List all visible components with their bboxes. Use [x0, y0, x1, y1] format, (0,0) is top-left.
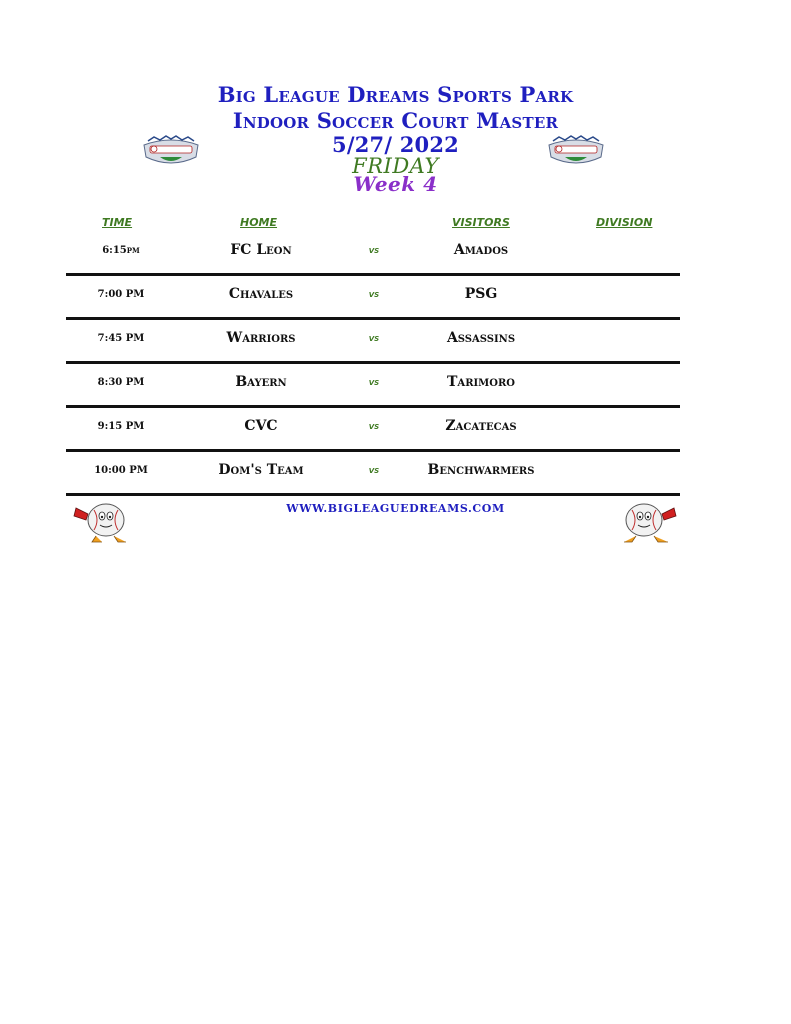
baseball-mascot-icon: [66, 498, 138, 544]
column-header-home: HOME: [240, 216, 278, 229]
game-time: 10:00 PM: [94, 465, 148, 476]
visiting-team: Amados: [453, 242, 509, 258]
game-time: 9:15 PM: [97, 421, 145, 432]
table-row: [66, 452, 680, 496]
versus-label: vs: [368, 465, 380, 476]
home-team: Bayern: [235, 374, 287, 390]
stadium-logo-icon: [140, 133, 202, 169]
schedule-date: 5/27/ 2022: [332, 132, 459, 157]
website-link[interactable]: WWW.BIGLEAGUEDREAMS.COM: [286, 502, 505, 515]
schedule-day: FRIDAY: [352, 154, 439, 178]
baseball-mascot-icon: [612, 498, 684, 544]
column-header-time: TIME: [102, 216, 133, 229]
versus-label: vs: [368, 377, 380, 388]
home-team: Chavales: [228, 286, 294, 302]
visiting-team: Assassins: [446, 330, 516, 346]
game-time: 6:15pm: [102, 245, 140, 256]
visiting-team: Tarimoro: [447, 374, 515, 390]
home-team: FC Leon: [230, 242, 292, 258]
row-divider: [66, 493, 680, 496]
game-time: 7:00 PM: [97, 289, 145, 300]
versus-label: vs: [368, 245, 380, 256]
versus-label: vs: [368, 289, 380, 300]
table-row: [66, 320, 680, 364]
visiting-team: Zacatecas: [445, 418, 517, 434]
game-time: 7:45 PM: [97, 333, 145, 344]
column-header-visitors: VISITORS: [452, 216, 510, 229]
home-team: Dom's Team: [218, 462, 304, 478]
park-title: Big League Dreams Sports Park: [217, 82, 574, 107]
versus-label: vs: [368, 333, 380, 344]
table-row: [66, 364, 680, 408]
court-title: Indoor Soccer Court Master: [232, 108, 559, 133]
home-team: CVC: [244, 418, 278, 434]
home-team: Warriors: [226, 330, 296, 346]
table-row: [66, 232, 680, 276]
visiting-team: Benchwarmers: [427, 462, 535, 478]
stadium-logo-icon: [545, 133, 607, 169]
table-row: [66, 408, 680, 452]
column-header-division: DIVISION: [596, 216, 653, 229]
visiting-team: PSG: [464, 286, 498, 302]
game-time: 8:30 PM: [97, 377, 145, 388]
schedule-week: Week 4: [353, 172, 438, 196]
table-row: [66, 276, 680, 320]
versus-label: vs: [368, 421, 380, 432]
